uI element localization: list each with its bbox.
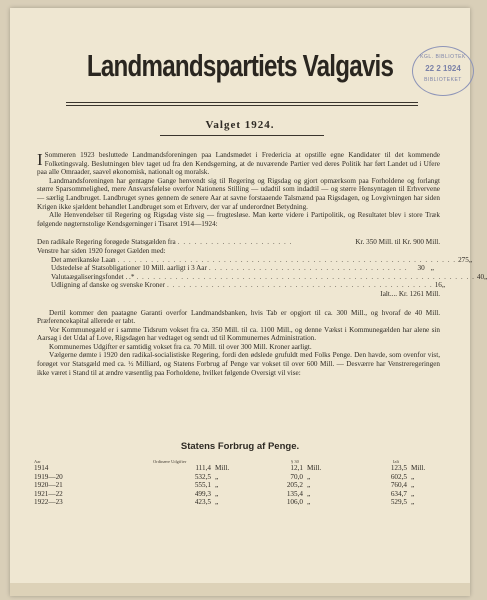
title-rule-top bbox=[66, 102, 418, 103]
table-row: 1919—20 532,5 „ 70,0 „ 602,5 „ bbox=[34, 472, 415, 481]
document-page bbox=[10, 8, 487, 596]
table-row: 1922—23 423,5 „ 106,0 „ 529,5 „ bbox=[34, 498, 415, 507]
table-row: 1921—22 499,3 „ 135,4 „ 634,7 „ bbox=[34, 489, 415, 498]
debt-total: Ialt.... Kr. 1261 Mill. bbox=[380, 289, 440, 298]
paragraph-4: Dertil kommer den paatagne Garanti overfor Landmandsbanken, hvis Tab er opgjort til ca. 300 Mill., og hvoraf de 40 Mill. Præferencekapital allerede er tabt. bbox=[37, 308, 440, 326]
debt-item: Det amerikanske Laan . . . . . . . . . . . . . . . . . . . . . . . . . . . . . . . . . . . . . . . . . . . . . . . . . . . . . . . . . . . . . 275 „ bbox=[51, 255, 473, 264]
debt-item: Valutaægaliseringsfondet . .* . . . . . . . . . . . . . . . . . . . . . . . . . . . . . . . . . . . . . . . . . . . . . . . . . . . . . . . . . . . . . 40 „ bbox=[51, 272, 487, 281]
header-s30: § 30 bbox=[291, 459, 299, 464]
paragraph-6: Kommunernes Udgifter er samtidig vokset fra ca. 70 Mill. til over 300 Mill. Kroner aarligt. bbox=[49, 342, 312, 351]
table-header bbox=[30, 456, 450, 464]
drop-cap: I bbox=[37, 150, 43, 169]
page-title: Landmandspartiets Valgavis bbox=[86, 48, 394, 83]
debt-summary bbox=[37, 238, 487, 298]
page-fold-edge bbox=[10, 583, 470, 596]
stamp-line-1: KGL. BIBLIOTEK bbox=[420, 54, 466, 60]
table-row: 1914 111,4 Mill. 12,1 Mill. 123,5 Mill. bbox=[34, 464, 426, 472]
stamp-line-2: BIBLIOTEKET bbox=[424, 77, 462, 83]
debt-line-1: Den radikale Regering forøgede Statsgælden fra . . . . . . . . . . . . . . . . . . . . . Kr. 350 Mill. til Kr. 900 Mill. bbox=[37, 238, 440, 247]
header-year: Aar bbox=[34, 459, 41, 464]
paragraph-3: Alle Henvendelser til Regering og Rigsdag viste sig — frugtesløse. Man kørte videre i Partipolitik, og Resultatet blev i store Træk følgende nøgternstolige Kendsgerninger i Tisaret 1914—1924: bbox=[37, 211, 440, 228]
header-total: Ialt bbox=[393, 459, 399, 464]
article-body bbox=[37, 150, 487, 377]
title-rule-bottom bbox=[66, 105, 418, 106]
debt-item: Udligning af danske og svenske Kroner . . . . . . . . . . . . . . . . . . . . . . . . . . . . . . . . . . . . . . . . . . . . . . . . 16 „ bbox=[51, 281, 446, 290]
paragraph-2: Landmandsforeningen har gentagne Gange henvendt sig til Regering og Rigsdag og gjort opmærksom paa Forholdene og forlangt større Sparsommelighed, mere Ansvarsfølelse overfor Nationens Stilling — udadtil som indadtil — og større Hensyntagen til Erhvervene — særlig Landbruget. Landbruget synes gennem de senere Aar at savne forstaaende Talsmænd paa Rigsdagen, og Lovgivningen har siden Krigen ikke sjældent behandlet Landbruget som et Erhverv, der var af underordnet Betydning. bbox=[37, 176, 440, 211]
debt-line-2: Venstre har siden 1920 forøget Gælden med: bbox=[37, 246, 166, 255]
paragraph-5: Vor Kommunegæld er i samme Tidsrum vokset fra ca. 350 Mill. til ca. 1100 Mill., og denne Vækst i Kommunegælden har alene sin Aarsag i det Udal af Love, Rigsdagen har vedtaget og sendt ud til Kommunernes Administration. bbox=[37, 325, 440, 343]
table-row: 1920—21 555,1 „ 205,2 „ 760,4 „ bbox=[34, 481, 415, 490]
page-subtitle: Valget 1924. bbox=[205, 119, 275, 131]
library-stamp bbox=[412, 46, 474, 96]
subtitle-rule bbox=[160, 135, 324, 136]
table-title: Statens Forbrug af Penge. bbox=[180, 441, 300, 452]
debt-item: Udstedelse af Statsobligationer 10 Mill. aarligt i 3 Aar . . . . . . . . . . . . . . . . . . . . . . . . . . . . . . . . . . . . 30 „ bbox=[51, 264, 434, 273]
spending-table bbox=[30, 456, 450, 507]
paragraph-7: Vælgerne dømte i 1920 den radikal-socialistiske Regering, fordi den ødslede grufuldt med Folks Penge. Den havde, som ovenfor vist, forøget vor Statsgæld med ca. ½ Milliard, og Statens Forbrug af Penge var vokset til over 600 Mill. — Desværre har Venstreregeringen ikke været i Stand til at ændre væsentlig paa Forholdene, hvilket følgende Oversigt vil vise: bbox=[37, 351, 440, 377]
paragraph-1: I Sommeren 1923 besluttede Landmandsforeningen paa Landsmødet i Fredericia at opstille egne Kandidater til det kommende Folketingsvalg. Beslutningen blev taget ud fra den Kendsgerning, at de nuværende Partier ved deres Politik har ført Landet ud i Ufere paa alle Omraader, saavel økonomisk, nationalt og moralsk. bbox=[37, 150, 440, 177]
header-ordinary: Ordinære Udgifter bbox=[153, 459, 187, 464]
stamp-date: 22 2 1924 bbox=[425, 64, 461, 73]
